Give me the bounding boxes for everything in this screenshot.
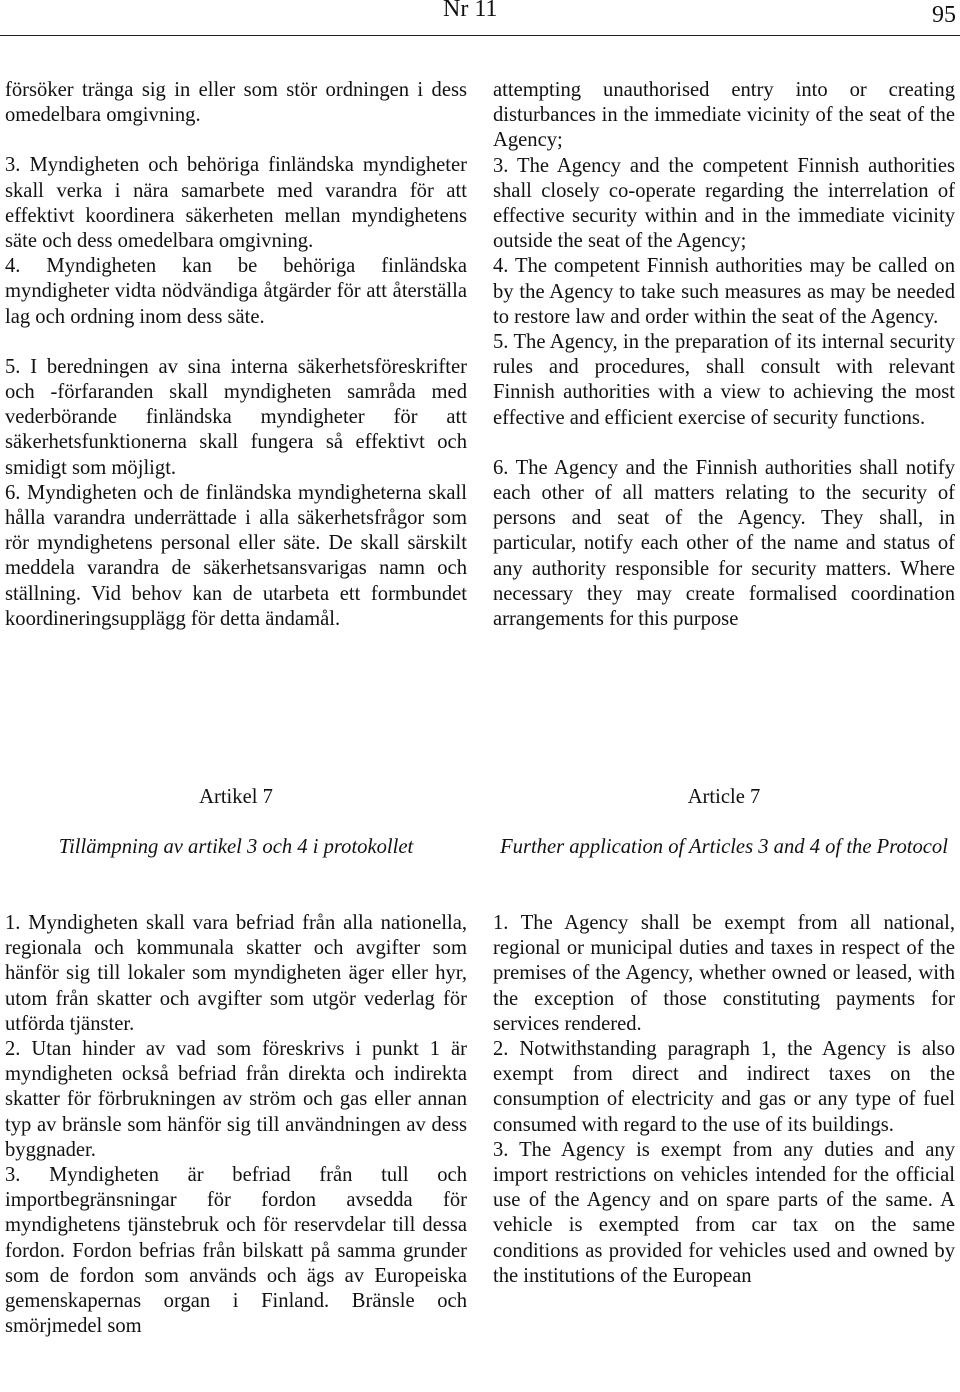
en-article-paragraph-1: 1. The Agency shall be exempt from all national, regional or municipal duties and taxes in respect of the premises of the Agency, whether owned or leased, with the exception of those constituting payments for services rendered. — [493, 912, 955, 1035]
article-heading-en: Article 7 — [687, 786, 761, 808]
sv-article-paragraph-3: 3. Myndigheten är befriad från tull och importbegränsningar för fordon avsedda för myndighetens tjänstebruk och för reservdelar till dessa fordon. Fordon befrias från bilskatt på samma grunder som de fordon som används och ägs av Europeiska gemenskapernas organ i Finland. Bränsle och smörjmedel som — [5, 1164, 467, 1338]
sv-paragraph-5: 5. I beredningen av sina interna säkerhetsföreskrifter och -förfaranden skall myndigheten samråda med vederbörande finländska myndigheter för att säkerhetsfunktionerna skall fungera så effektivt och smidigt som möjligt. — [5, 355, 467, 479]
issue-number: Nr 11 — [443, 0, 498, 22]
en-paragraph-3: 3. The Agency and the competent Finnish authorities shall closely co-operate regarding the interrelation of effective security within and in the immediate vicinity outside the seat of the Agency; — [493, 154, 955, 253]
sv-article-paragraph-1: 1. Myndigheten skall vara befriad från alla nationella, regionala och kommunala skatter och avgifter som hänför sig till lokaler som myndigheten äger eller hyr, utom från skatter och avgifter som utgör vederlag för utförda tjänster. — [5, 912, 467, 1035]
en-article-paragraph-2: 2. Notwithstanding paragraph 1, the Agency is also exempt from direct and indirect taxes on the consumption of electricity and gas or any type of fuel consumed with regard to the use of its buildings. — [493, 1038, 955, 1136]
sv-paragraph-4: 4. Myndigheten kan be behöriga finländska myndigheter vidta nödvändiga åtgärder för att återställa lag och ordning inom dess säte. — [5, 255, 467, 328]
page-number: 95 — [932, 2, 956, 28]
swedish-column-bottom — [5, 911, 467, 1339]
english-column-top — [493, 78, 955, 632]
sv-paragraph-6: 6. Myndigheten och de finländska myndigheterna skall hålla varandra underrättade i alla säkerhetsfrågor som rör myndighetens personal eller säte. De skall särskilt meddela varandra de säkerhetsansvarigas namn och ställning. Vid behov kan de utarbeta ett formbundet koordineringsupplägg för detta ändamål. — [5, 481, 467, 630]
header-rule — [0, 35, 960, 36]
en-paragraph-5: 5. The Agency, in the preparation of its internal security rules and procedures, shall consult with relevant Finnish authorities with a view to achieving the most effective and efficient exercise of security functions. — [493, 331, 955, 429]
sv-paragraph-3: 3. Myndigheten och behöriga finländska myndigheter skall verka i nära samarbete med varandra för att effektivt koordinera säkerheten mellan myndighetens säte och dess omedelbara omgivning. — [5, 154, 467, 253]
article-subheading-sv: Tillämpning av artikel 3 och 4 i protokollet — [58, 836, 414, 858]
article-heading-sv: Artikel 7 — [199, 786, 273, 808]
page-header — [0, 0, 960, 40]
en-paragraph-continuation: attempting unauthorised entry into or creating disturbances in the immediate vicinity of the seat of the Agency; — [493, 79, 955, 152]
english-column-bottom — [493, 911, 955, 1289]
en-paragraph-6: 6. The Agency and the Finnish authorities shall notify each other of all matters relating to the security of persons and seat of the Agency. They shall, in particular, notify each other of the name and status of any authority responsible for security matters. Where necessary they may create formalised coordination arrangements for this purpose — [493, 456, 955, 631]
en-paragraph-4: 4. The competent Finnish authorities may be called on by the Agency to take such measures as may be needed to restore law and order within the seat of the Agency. — [493, 255, 955, 328]
swedish-column-top — [5, 78, 467, 632]
article-subheading-en: Further application of Articles 3 and 4 of the Protocol — [500, 836, 948, 858]
en-article-paragraph-3: 3. The Agency is exempt from any duties and any import restrictions on vehicles intended for the official use of the Agency and on spare parts of the same. A vehicle is exempted from car tax on the same conditions as provided for vehicles used and owned by the institutions of the European — [493, 1138, 955, 1287]
sv-article-paragraph-2: 2. Utan hinder av vad som föreskrivs i punkt 1 är myndigheten också befriad från direkta och indirekta skatter för förbrukningen av ström och gas eller annan typ av bränsle som hänför sig till användningen av dess byggnader. — [5, 1038, 467, 1161]
sv-paragraph-continuation: försöker tränga sig in eller som stör ordningen i dess omedelbara omgivning. — [5, 79, 467, 127]
